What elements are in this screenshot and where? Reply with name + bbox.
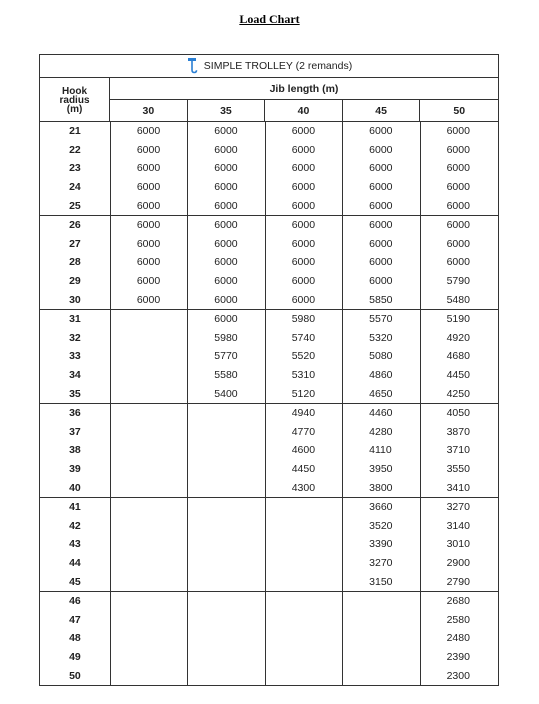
load-value-cell: 3270: [446, 501, 470, 514]
hook-radius-cell: 23: [69, 162, 81, 175]
load-value-cell: 4110: [369, 444, 392, 457]
load-value-cell: 6000: [369, 275, 393, 288]
jib-40-column: [266, 216, 343, 309]
load-value-cell: 2480: [446, 632, 470, 645]
load-value-cell: [188, 498, 264, 517]
hook-radius-label-line: Hook: [62, 86, 88, 97]
load-value-cell: [266, 554, 342, 573]
hook-radius-cell: 45: [69, 575, 81, 588]
jib-length-column-header: 35: [188, 100, 266, 121]
load-value-cell: 6000: [214, 293, 238, 306]
load-value-cell: 5080: [369, 350, 393, 363]
hook-radius-cell: 30: [69, 293, 81, 306]
load-value-cell: 6000: [291, 293, 316, 306]
load-value-cell: 6000: [214, 199, 238, 212]
load-value-cell: 6000: [446, 125, 470, 138]
jib-50-column: [421, 592, 498, 685]
load-value-cell: 5980: [291, 313, 316, 326]
load-value-cell: 6000: [446, 199, 470, 212]
jib-30-column: [111, 592, 188, 685]
load-value-cell: 3010: [446, 538, 470, 551]
load-value-cell: [111, 517, 187, 536]
hook-radius-cell: 34: [69, 369, 81, 382]
column-header-row: [40, 78, 498, 122]
jib-40-column: [266, 310, 343, 403]
hook-radius-cell: 43: [69, 538, 81, 551]
load-value-cell: 6000: [214, 162, 238, 175]
hook-radius-cell: 22: [69, 143, 81, 156]
load-value-cell: 2790: [446, 575, 470, 588]
radius-column: [40, 122, 111, 215]
hook-radius-cell: 28: [69, 256, 81, 269]
load-value-cell: [266, 666, 342, 685]
load-value-cell: 3710: [446, 444, 470, 457]
load-value-cell: 6000: [136, 237, 161, 250]
load-value-cell: [266, 517, 342, 536]
load-value-cell: 4680: [446, 350, 470, 363]
hook-radius-cell: 44: [69, 557, 81, 570]
load-value-cell: 6000: [446, 237, 470, 250]
load-value-cell: 6000: [446, 219, 470, 232]
jib-35-column: [188, 498, 265, 591]
document-title: Load Chart: [239, 12, 300, 26]
jib-length-column-header: 30: [110, 100, 188, 121]
hook-radius-cell: 33: [69, 350, 81, 363]
load-value-cell: 4300: [291, 481, 316, 494]
load-value-cell: 6000: [291, 219, 316, 232]
load-value-cell: 6000: [136, 199, 161, 212]
trolley-header: SIMPLE TROLLEY (2 remands): [203, 60, 353, 72]
hook-radius-cell: 47: [69, 613, 81, 626]
hook-radius-cell: 37: [69, 425, 81, 438]
load-value-cell: 5480: [446, 293, 470, 306]
load-value-cell: 3870: [446, 425, 470, 438]
load-value-cell: 6000: [214, 219, 238, 232]
load-value-cell: 5850: [369, 293, 393, 306]
load-value-cell: [188, 592, 264, 611]
load-value-cell: [188, 554, 264, 573]
jib-length-header: [110, 78, 498, 121]
load-value-cell: [343, 666, 419, 685]
jib-35-column: [188, 122, 265, 215]
hook-radius-label-line: (m): [66, 104, 83, 115]
load-value-cell: [266, 535, 342, 554]
load-value-cell: 3520: [369, 519, 393, 532]
load-value-cell: 4650: [369, 387, 393, 400]
load-value-cell: 2900: [446, 557, 470, 570]
load-value-cell: 5320: [369, 331, 393, 344]
load-value-cell: 6000: [369, 181, 393, 194]
load-value-cell: 6000: [136, 256, 161, 269]
load-value-cell: 4450: [446, 369, 470, 382]
load-value-cell: 4940: [291, 407, 316, 420]
load-value-cell: [111, 648, 187, 667]
jib-45-column: [343, 122, 420, 215]
hook-radius-cell: 29: [69, 275, 81, 288]
row-group: [40, 216, 498, 310]
radius-column: [40, 404, 111, 497]
jib-45-column: [343, 216, 420, 309]
load-value-cell: [188, 460, 264, 479]
load-value-cell: 2300: [446, 669, 470, 682]
load-value-cell: 6000: [369, 256, 393, 269]
load-value-cell: 6000: [214, 275, 238, 288]
load-value-cell: [111, 384, 187, 403]
hook-radius-cell: 48: [69, 632, 81, 645]
load-value-cell: 6000: [136, 219, 161, 232]
hook-radius-cell: 21: [69, 125, 81, 138]
hook-radius-cell: 24: [69, 181, 81, 194]
load-value-cell: 6000: [136, 143, 161, 156]
load-value-cell: 6000: [291, 275, 316, 288]
hook-radius-cell: 25: [69, 199, 81, 212]
load-value-cell: 4460: [369, 407, 393, 420]
load-value-cell: 5580: [214, 369, 238, 382]
jib-50-column: [421, 404, 498, 497]
load-value-cell: 6000: [446, 181, 470, 194]
jib-50-column: [421, 216, 498, 309]
load-value-cell: [111, 592, 187, 611]
load-value-cell: 6000: [291, 199, 316, 212]
row-group: [40, 498, 498, 592]
load-value-cell: 6000: [446, 143, 470, 156]
load-value-cell: [266, 629, 342, 648]
load-value-cell: 5980: [214, 331, 238, 344]
load-value-cell: 6000: [214, 313, 238, 326]
jib-45-column: [343, 310, 420, 403]
load-value-cell: 5770: [214, 350, 238, 363]
radius-column: [40, 216, 111, 309]
hook-radius-cell: 46: [69, 595, 81, 608]
load-value-cell: 3270: [369, 557, 393, 570]
load-value-cell: [266, 498, 342, 517]
load-value-cell: [111, 572, 187, 591]
load-value-cell: [111, 478, 187, 497]
load-value-cell: 6000: [136, 275, 161, 288]
load-value-cell: [188, 535, 264, 554]
load-value-cell: [111, 441, 187, 460]
jib-length-column-header: 40: [265, 100, 343, 121]
load-value-cell: 5400: [214, 387, 238, 400]
load-value-cell: 4250: [446, 387, 470, 400]
load-value-cell: 6000: [214, 256, 238, 269]
load-value-cell: 6000: [214, 125, 238, 138]
load-value-cell: 6000: [214, 181, 238, 194]
jib-50-column: [421, 498, 498, 591]
radius-column: [40, 310, 111, 403]
load-value-cell: 3660: [369, 501, 393, 514]
load-value-cell: 6000: [369, 219, 393, 232]
row-group: [40, 122, 498, 216]
load-value-cell: 4920: [446, 331, 470, 344]
hook-radius-cell: 42: [69, 519, 81, 532]
load-value-cell: 2390: [446, 651, 470, 664]
hook-radius-cell: 41: [69, 501, 81, 514]
load-value-cell: [343, 648, 419, 667]
hook-radius-header: [40, 78, 110, 121]
hook-radius-cell: 36: [69, 407, 81, 420]
row-group: [40, 310, 498, 404]
load-value-cell: [343, 629, 419, 648]
load-value-cell: 6000: [136, 293, 161, 306]
load-value-cell: [266, 572, 342, 591]
load-value-cell: 6000: [369, 237, 393, 250]
load-value-cell: [111, 404, 187, 423]
load-value-cell: 2580: [446, 613, 470, 626]
load-value-cell: 6000: [291, 162, 316, 175]
hook-radius-cell: 38: [69, 444, 81, 457]
row-group: [40, 404, 498, 498]
load-value-cell: 6000: [136, 162, 161, 175]
load-value-cell: 5310: [291, 369, 316, 382]
load-value-cell: [266, 648, 342, 667]
hook-radius-label-line: radius: [59, 95, 90, 106]
jib-30-column: [111, 498, 188, 591]
load-value-cell: 5190: [446, 313, 470, 326]
load-value-cell: 6000: [369, 199, 393, 212]
load-value-cell: [111, 310, 187, 329]
load-value-cell: [188, 572, 264, 591]
load-value-cell: 3410: [446, 481, 470, 494]
hook-radius-cell: 32: [69, 331, 81, 344]
jib-35-column: [188, 310, 265, 403]
hook-radius-cell: 27: [69, 237, 81, 250]
jib-40-column: [266, 404, 343, 497]
load-value-cell: 6000: [291, 181, 316, 194]
load-value-cell: [188, 423, 264, 442]
load-value-cell: [111, 535, 187, 554]
load-value-cell: 5790: [446, 275, 470, 288]
load-value-cell: 6000: [214, 237, 238, 250]
load-value-cell: [111, 554, 187, 573]
load-value-cell: [343, 592, 419, 611]
hook-radius-cell: 40: [69, 481, 81, 494]
load-value-cell: 4450: [291, 463, 316, 476]
jib-35-column: [188, 404, 265, 497]
jib-40-column: [266, 592, 343, 685]
load-value-cell: 6000: [369, 143, 393, 156]
load-value-cell: 5120: [291, 387, 316, 400]
jib-45-column: [343, 498, 420, 591]
load-value-cell: 3950: [369, 463, 393, 476]
load-value-cell: 6000: [136, 125, 161, 138]
hook-radius-cell: 26: [69, 219, 81, 232]
load-value-cell: 6000: [291, 143, 316, 156]
jib-length-column-header: 45: [343, 100, 421, 121]
load-value-cell: 6000: [214, 143, 238, 156]
table-body: [40, 122, 498, 685]
jib-40-column: [266, 498, 343, 591]
load-value-cell: [188, 666, 264, 685]
jib-50-column: [421, 122, 498, 215]
load-value-cell: 2680: [446, 595, 470, 608]
load-value-cell: [111, 329, 187, 348]
load-value-cell: [111, 611, 187, 630]
jib-40-column: [266, 122, 343, 215]
load-value-cell: [343, 611, 419, 630]
load-value-cell: 6000: [369, 125, 393, 138]
jib-30-column: [111, 216, 188, 309]
hook-radius-cell: 50: [69, 669, 81, 682]
load-value-cell: 5570: [369, 313, 393, 326]
jib-35-column: [188, 216, 265, 309]
load-value-cell: 4860: [369, 369, 393, 382]
load-value-cell: [111, 460, 187, 479]
load-value-cell: 3550: [446, 463, 470, 476]
jib-45-column: [343, 592, 420, 685]
load-value-cell: [111, 666, 187, 685]
load-value-cell: 5740: [291, 331, 316, 344]
load-value-cell: 6000: [136, 181, 161, 194]
load-value-cell: 6000: [291, 256, 316, 269]
load-value-cell: 4600: [291, 444, 316, 457]
load-value-cell: [188, 404, 264, 423]
crane-hook-icon: [186, 58, 198, 74]
hook-radius-cell: 49: [69, 651, 81, 664]
load-chart-table: [39, 54, 499, 686]
load-value-cell: [111, 366, 187, 385]
jib-35-column: [188, 592, 265, 685]
jib-30-column: [111, 404, 188, 497]
jib-50-column: [421, 310, 498, 403]
load-value-cell: [111, 347, 187, 366]
hook-radius-cell: 39: [69, 463, 81, 476]
load-value-cell: 3800: [369, 481, 393, 494]
load-value-cell: 3140: [446, 519, 470, 532]
load-value-cell: 6000: [446, 162, 470, 175]
load-value-cell: [111, 498, 187, 517]
load-value-cell: 6000: [291, 125, 316, 138]
load-value-cell: [111, 423, 187, 442]
jib-length-column-header: 50: [453, 104, 466, 117]
hook-radius-cell: 31: [69, 313, 81, 326]
hook-radius-cell: 35: [69, 387, 81, 400]
load-value-cell: 3390: [369, 538, 393, 551]
jib-30-column: [111, 122, 188, 215]
radius-column: [40, 498, 111, 591]
jib-length-columns: [110, 100, 498, 121]
load-value-cell: 3150: [369, 575, 393, 588]
jib-45-column: [343, 404, 420, 497]
load-value-cell: 4280: [369, 425, 393, 438]
load-value-cell: [266, 611, 342, 630]
load-value-cell: 5520: [291, 350, 316, 363]
load-value-cell: [188, 648, 264, 667]
load-value-cell: 4050: [446, 407, 470, 420]
load-value-cell: [188, 441, 264, 460]
load-value-cell: 4770: [291, 425, 316, 438]
load-value-cell: 6000: [446, 256, 470, 269]
row-group: [40, 592, 498, 685]
radius-column: [40, 592, 111, 685]
load-value-cell: 6000: [369, 162, 393, 175]
load-value-cell: [111, 629, 187, 648]
load-value-cell: [188, 517, 264, 536]
load-value-cell: [266, 592, 342, 611]
load-value-cell: 6000: [291, 237, 316, 250]
jib-30-column: [111, 310, 188, 403]
table-header-row: [40, 55, 498, 78]
load-value-cell: [188, 611, 264, 630]
load-value-cell: [188, 629, 264, 648]
load-value-cell: [188, 478, 264, 497]
jib-length-title: Jib length (m): [110, 78, 498, 100]
